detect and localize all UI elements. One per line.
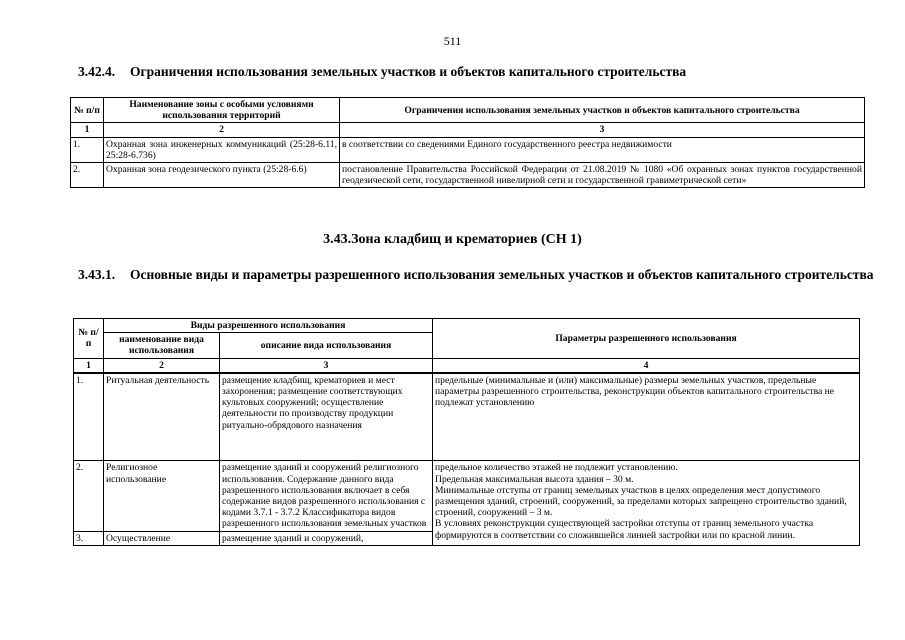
header-zone: Наименование зоны с особыми условиями использования территорий xyxy=(104,98,340,123)
zone-name: Охранная зона геодезического пункта (25:28-6.6) xyxy=(104,163,340,188)
row-number: 3. xyxy=(74,531,104,545)
section-title: Ограничения использования земельных участков и объектов капитального строительства xyxy=(130,64,687,79)
section-heading-restrictions xyxy=(78,63,686,80)
header-use-name: наименование вида использования xyxy=(104,333,220,358)
parameter-line: Предельная максимальная высота здания – 30 м. xyxy=(435,473,634,485)
col-number: 3 xyxy=(220,358,433,373)
table-row xyxy=(74,373,860,461)
header-restrictions: Ограничения использования земельных участков и объектов капитального строительства xyxy=(340,98,865,123)
restriction-text: в соответствии со сведениями Единого государственного реестра недвижимости xyxy=(340,137,865,162)
header-use-description: описание вида использования xyxy=(220,333,433,358)
section-number: 3.43.1. xyxy=(78,267,116,282)
use-parameters: предельные (минимальные и (или) максимальные) размеры земельных участков, предельные параметры разрешенного строительства, реконструкции объектов капитального строительства не подлежат установлению xyxy=(433,373,860,461)
col-number: 1 xyxy=(71,123,104,137)
table-row xyxy=(71,163,865,188)
restriction-text: постановление Правительства Российской Федерации от 21.08.2019 № 1080 «Об охранных зонах пунктов государственной геодезической сети, государственной нивелирной сети и государственной гравиметрической сети» xyxy=(340,163,865,188)
page-number: 511 xyxy=(443,34,462,48)
header-parameters: Параметры разрешенного использования xyxy=(433,319,860,359)
parameter-line: предельное количество этажей не подлежит установлению. xyxy=(435,462,678,474)
row-number: 1. xyxy=(74,373,104,461)
header-use-types: Виды разрешенного использования xyxy=(104,319,433,333)
header-number: № п/п xyxy=(71,98,104,123)
row-number: 2. xyxy=(71,163,104,188)
col-number: 2 xyxy=(104,358,220,373)
parameter-line: Минимальные отступы от границ земельных участков в целях определения мест допустимого размещения зданий, строений, сооружений, за пределами которых запрещено строительство зданий, строений, сооружений – 3 м. xyxy=(435,484,847,519)
col-number: 2 xyxy=(104,123,340,137)
section-title: Основные виды и параметры разрешенного использования земельных участков и объектов капитального строительства xyxy=(130,267,874,282)
permitted-uses-table xyxy=(73,318,860,546)
section-heading-permitted-uses xyxy=(78,266,878,283)
parameter-line: В условиях реконструкции существующей застройки отступы от границ земельного участка формируются в соответствии со сложившейся линией застройки или по красной линии. xyxy=(435,518,814,541)
zone-name: Охранная зона инженерных коммуникаций (25:28-6.11, 25:28-6.736) xyxy=(104,137,340,162)
table-row xyxy=(71,137,865,162)
row-number: 2. xyxy=(74,461,104,531)
col-number: 4 xyxy=(433,358,860,373)
use-name: Ритуальная деятельность xyxy=(104,373,220,461)
use-description: размещение зданий и сооружений, xyxy=(220,531,433,545)
use-description: размещение зданий и сооружений религиозного использования. Содержание данного вида разрешенного использования включает в себя содержание видов разрешенного использования с кодами 3.7.1 - 3.7.2 Классификатора видов разрешенного использования земельных участков xyxy=(220,461,433,531)
restrictions-table xyxy=(70,97,865,188)
use-description: размещение кладбищ, крематориев и мест захоронения; размещение соответствующих культовых сооружений; осуществление деятельности по производству продукции ритуально-обрядового назначения xyxy=(220,373,433,461)
zone-heading: 3.43.Зона кладбищ и крематориев (СН 1) xyxy=(323,232,582,247)
col-number: 1 xyxy=(74,358,104,373)
use-parameters xyxy=(433,461,860,545)
row-number: 1. xyxy=(71,137,104,162)
header-number: № п/п xyxy=(74,319,104,359)
section-number: 3.42.4. xyxy=(78,64,116,79)
use-name: Осуществление xyxy=(104,531,220,545)
use-name: Религиозное использование xyxy=(104,461,220,531)
table-row xyxy=(74,461,860,531)
col-number: 3 xyxy=(340,123,865,137)
